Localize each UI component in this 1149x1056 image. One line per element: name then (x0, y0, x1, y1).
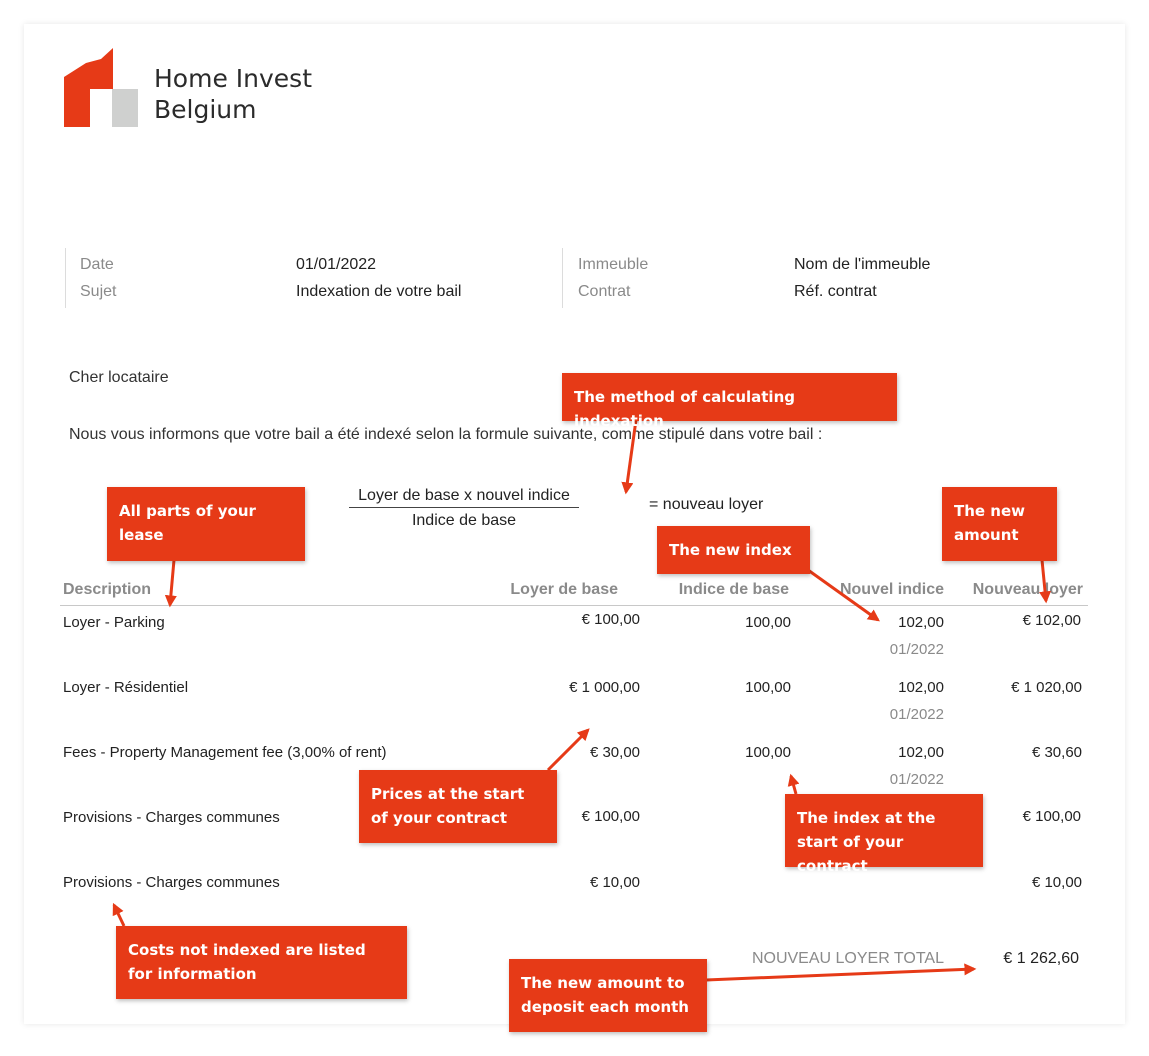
row-2-base-rent: € 1 000,00 (569, 679, 640, 696)
header-new-index: Nouvel indice (839, 581, 944, 598)
brand-line-2: Belgium (154, 95, 257, 124)
total-label: NOUVEAU LOYER TOTAL (751, 950, 944, 967)
formula-result: = nouveau loyer (649, 496, 764, 513)
contract-label: Contrat (578, 283, 631, 300)
building-value: Nom de l'immeuble (794, 256, 931, 273)
row-1-new-rent: € 102,00 (1022, 612, 1081, 629)
total-value: € 1 262,60 (1003, 950, 1079, 967)
home-invest-logo-icon (64, 48, 139, 128)
row-1-index-date: 01/2022 (889, 641, 944, 658)
row-3-description: Fees - Property Management fee (3,00% of rent) (63, 744, 387, 761)
meta-divider-left (65, 248, 66, 308)
date-value: 01/01/2022 (296, 256, 377, 273)
callout-start-index: The index at the start of your contract (785, 794, 983, 867)
row-2-new-rent: € 1 020,00 (1011, 679, 1082, 696)
row-4-base-rent: € 100,00 (581, 808, 640, 825)
building-label: Immeuble (578, 256, 649, 273)
callout-monthly-deposit: The new amount to deposit each month (509, 959, 707, 1032)
brand-line-1: Home Invest (154, 64, 312, 93)
table-header-rule (60, 605, 1088, 606)
row-5-base-rent: € 10,00 (589, 874, 640, 891)
row-2-base-index: 100,00 (745, 679, 791, 696)
row-1-base-rent: € 100,00 (581, 611, 640, 628)
row-1-new-index: 102,00 (898, 614, 944, 631)
row-2-index-date: 01/2022 (889, 706, 944, 723)
callout-start-prices: Prices at the start of your contract (359, 770, 557, 843)
contract-value: Réf. contrat (794, 283, 877, 300)
callout-new-amount: The new amount (942, 487, 1057, 561)
row-4-description: Provisions - Charges communes (63, 809, 280, 826)
row-3-new-index: 102,00 (898, 744, 944, 761)
row-3-new-rent: € 30,60 (1031, 744, 1082, 761)
formula-denominator: Indice de base (411, 512, 517, 529)
subject-value: Indexation de votre bail (296, 283, 462, 300)
row-3-index-date: 01/2022 (889, 771, 944, 788)
intro-text: Nous vous informons que votre bail a été indexé selon la formule suivante, comme stipulé dans votre bail : (69, 426, 823, 443)
callout-method: The method of calculating indexation (562, 373, 897, 421)
brand-name (154, 63, 312, 125)
row-1-description: Loyer - Parking (63, 614, 165, 631)
meta-divider-right (562, 248, 563, 308)
callout-new-index: The new index (657, 526, 810, 574)
row-5-new-rent: € 10,00 (1031, 874, 1082, 891)
callout-not-indexed: Costs not indexed are listed for information (116, 926, 407, 999)
callout-lease-parts: All parts of your lease (107, 487, 305, 561)
formula-numerator: Loyer de base x nouvel indice (349, 487, 579, 508)
header-new-rent: Nouveau loyer (972, 581, 1083, 598)
greeting: Cher locataire (69, 369, 169, 386)
row-3-base-index: 100,00 (745, 744, 791, 761)
row-3-base-rent: € 30,00 (589, 744, 640, 761)
header-base-index: Indice de base (678, 581, 789, 598)
row-2-description: Loyer - Résidentiel (63, 679, 189, 696)
subject-label: Sujet (80, 283, 117, 300)
date-label: Date (80, 256, 114, 273)
row-2-new-index: 102,00 (898, 679, 944, 696)
row-4-new-rent: € 100,00 (1022, 808, 1081, 825)
header-description: Description (63, 581, 152, 598)
row-5-description: Provisions - Charges communes (63, 874, 280, 891)
header-base-rent: Loyer de base (510, 581, 618, 598)
row-1-base-index: 100,00 (745, 614, 791, 631)
